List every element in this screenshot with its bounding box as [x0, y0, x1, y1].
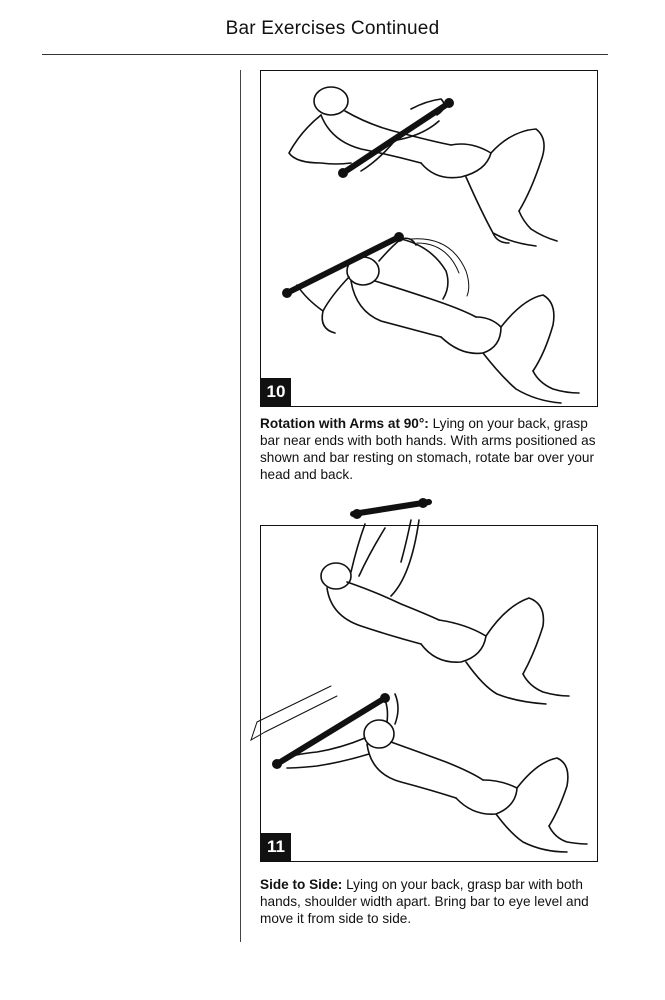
upper-figure-illustration — [321, 520, 569, 704]
column-divider — [240, 70, 241, 942]
exercise-bar — [343, 103, 449, 173]
page-title: Bar Exercises Continued — [225, 18, 440, 39]
exercise-figure-10 — [260, 70, 598, 407]
exercise-bar — [353, 502, 429, 514]
exercise-illustration — [261, 526, 597, 861]
exercise-figure-11 — [260, 525, 598, 862]
upper-figure-illustration — [289, 87, 557, 246]
lower-figure-illustration — [285, 694, 587, 852]
caption-text: Lying on your back, grasp bar near ends with both hands. With arms positioned as shown and bar resting on stomach, rotate bar over your head and back. — [260, 416, 596, 482]
exercise-caption — [260, 876, 600, 927]
rotation-arrow — [411, 239, 469, 296]
figure-number: 10 — [261, 378, 291, 406]
header-divider — [42, 54, 608, 55]
caption-text: Lying on your back, grasp bar with both hands, shoulder width apart. Bring bar to eye level and move it from side to side. — [260, 877, 589, 926]
exercise-caption — [260, 415, 600, 483]
exercise-illustration — [261, 71, 597, 406]
caption-title: Rotation with Arms at 90°: — [260, 416, 429, 431]
figure-number: 11 — [261, 833, 291, 861]
lower-figure-illustration — [297, 238, 579, 403]
caption-title: Side to Side: — [260, 877, 343, 892]
